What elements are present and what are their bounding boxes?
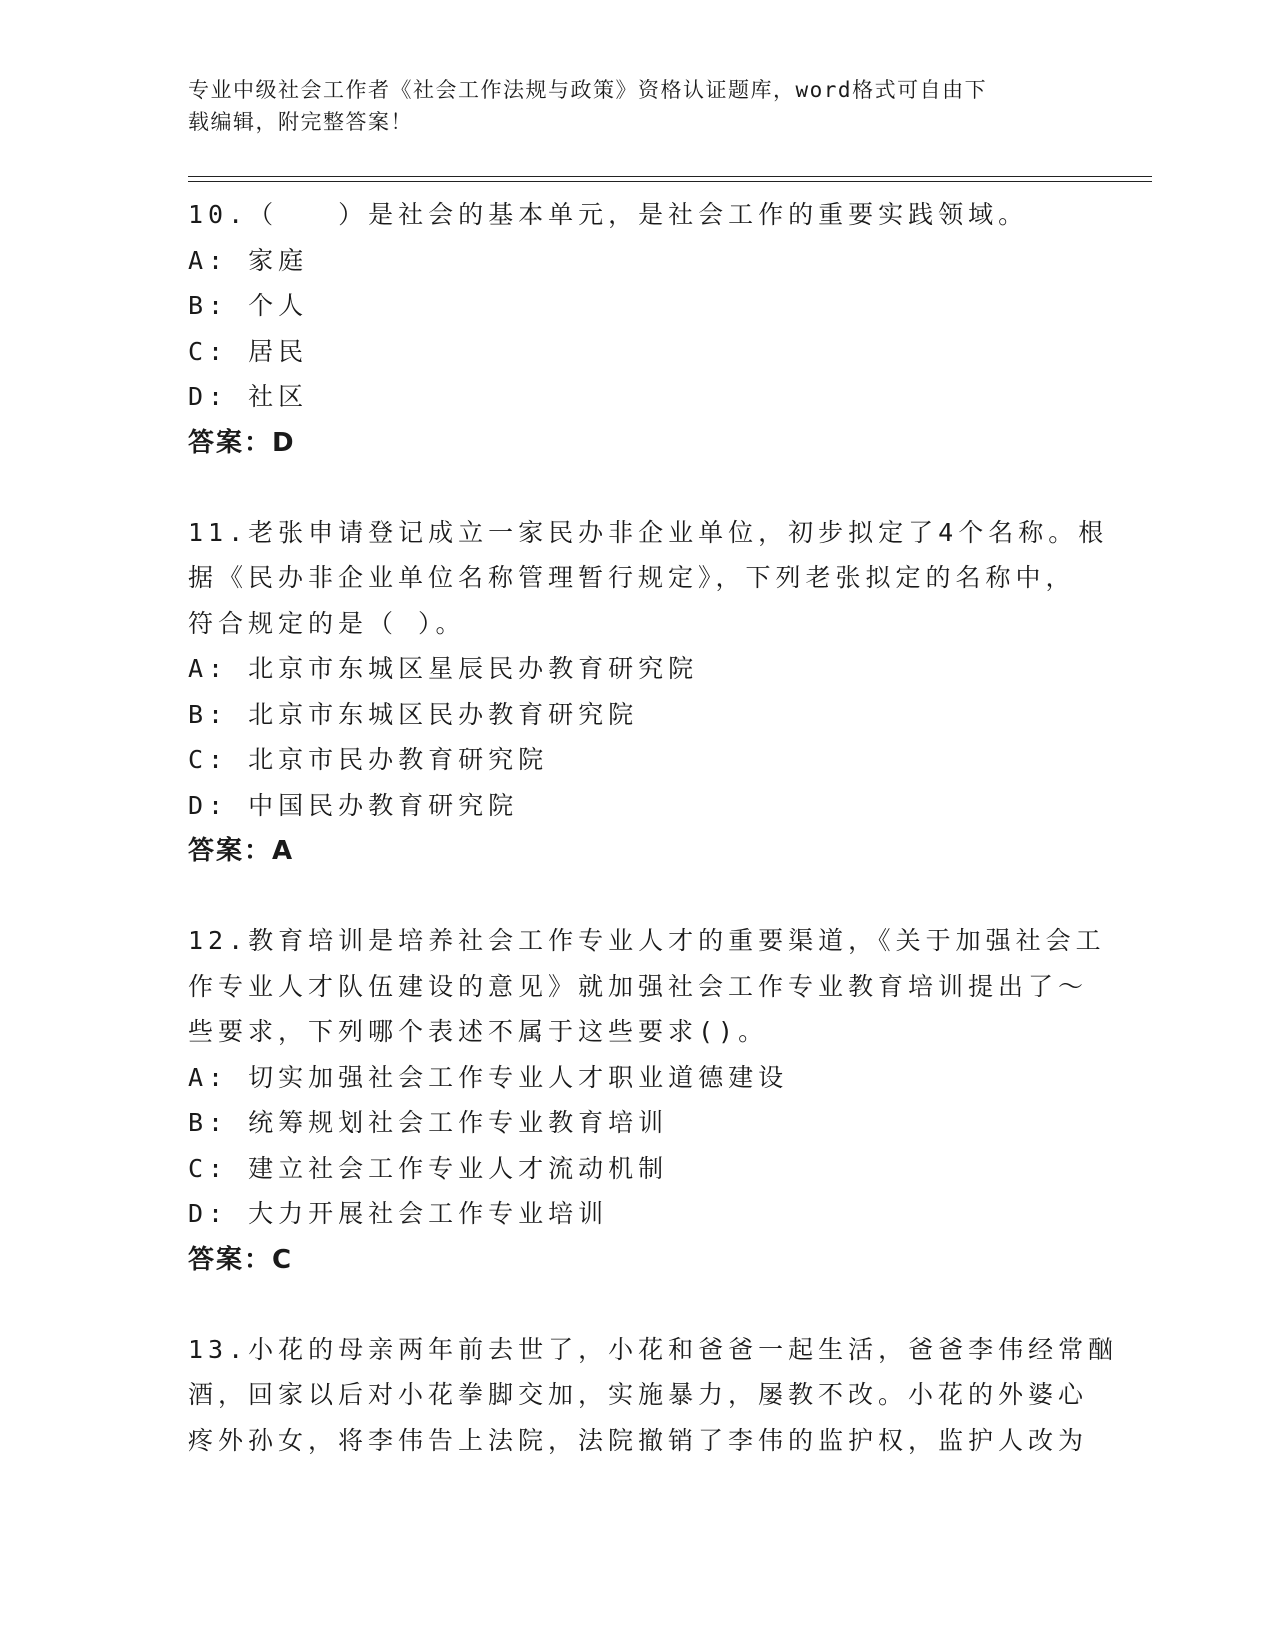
header-rule-top	[188, 176, 1152, 177]
answer-line: 答案：D	[188, 427, 296, 458]
question-stem: 13.小花的母亲两年前去世了，小花和爸爸一起生活，爸爸李伟经常酗	[188, 1334, 1119, 1364]
option-d: D: 大力开展社会工作专业培训	[188, 1199, 609, 1228]
question-stem: 11.老张申请登记成立一家民办非企业单位，初步拟定了4个名称。根	[188, 517, 1109, 547]
question-12	[188, 918, 1106, 1283]
header-line-2: 载编辑，附完整答案！	[188, 110, 413, 134]
question-stem: 些要求，下列哪个表述不属于这些要求()。	[188, 1017, 769, 1046]
question-stem: 作专业人才队伍建设的意见》就加强社会工作专业教育培训提出了～	[188, 971, 1089, 1001]
question-stem: 据《民办非企业单位名称管理暂行规定》，下列老张拟定的名称中，	[188, 563, 1076, 592]
option-a: A: 北京市东城区星辰民办教育研究院	[188, 654, 699, 683]
question-stem: 12.教育培训是培养社会工作专业人才的重要渠道，《关于加强社会工	[188, 926, 1106, 955]
question-stem: 10.（ ）是社会的基本单元，是社会工作的重要实践领域。	[188, 200, 1029, 229]
option-d: D: 社区	[188, 382, 309, 411]
question-11	[188, 510, 1109, 875]
option-b: B: 北京市东城区民办教育研究院	[188, 699, 639, 729]
question-list	[188, 192, 1119, 1463]
question-stem: 疼外孙女，将李伟告上法院，法院撤销了李伟的监护权，监护人改为	[188, 1425, 1089, 1455]
option-c: C: 北京市民办教育研究院	[188, 745, 549, 774]
header-line-1: 专业中级社会工作者《社会工作法规与政策》资格认证题库，word格式可自由下	[188, 78, 988, 102]
answer-line: 答案：A	[188, 836, 295, 866]
document-header	[188, 74, 1068, 138]
answer-line: 答案：C	[188, 1244, 294, 1275]
option-a: A: 家庭	[188, 245, 309, 275]
header-rule-bottom	[188, 181, 1152, 182]
option-b: B: 统筹规划社会工作专业教育培训	[188, 1108, 669, 1137]
option-b: B: 个人	[188, 291, 309, 320]
option-d: D: 中国民办教育研究院	[188, 790, 519, 820]
option-a: A: 切实加强社会工作专业人才职业道德建设	[188, 1062, 789, 1092]
option-c: C: 居民	[188, 336, 309, 366]
question-stem: 符合规定的是（ ）。	[188, 608, 466, 638]
question-10	[188, 192, 1088, 466]
option-c: C: 建立社会工作专业人才流动机制	[188, 1153, 669, 1183]
question-stem: 酒，回家以后对小花拳脚交加，实施暴力，屡教不改。小花的外婆心	[188, 1380, 1089, 1409]
question-13	[188, 1327, 1119, 1464]
